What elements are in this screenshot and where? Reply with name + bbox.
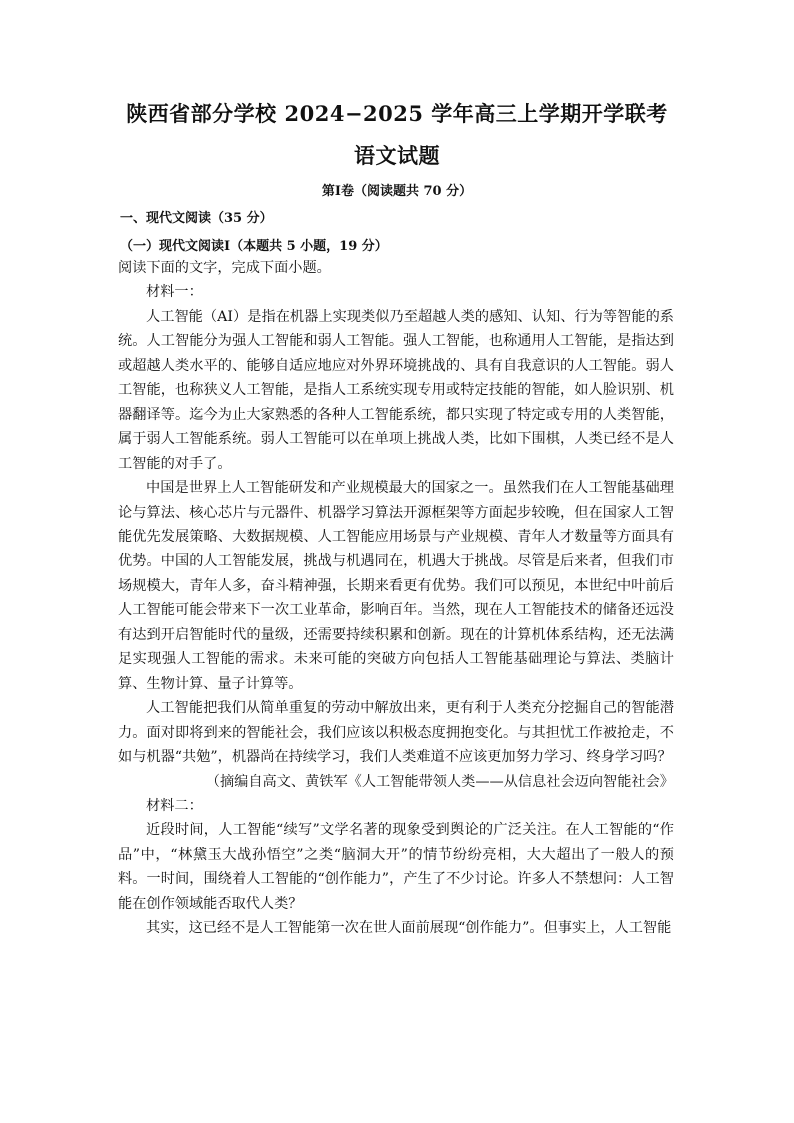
document-body [118, 256, 674, 941]
document-title: 陕西省部分学校 2024−2025 学年高三上学期开学联考 [126, 101, 668, 126]
material1-label: 材料一： [146, 284, 203, 301]
part-heading: 一、现代文阅读（35 分） [120, 211, 273, 226]
section-heading: 第Ⅰ卷（阅读题共 70 分） [321, 184, 473, 199]
part-subheading: （一）现代文阅读Ⅰ（本题共 5 小题，19 分） [120, 239, 388, 254]
material2-paragraph-1: 近段时间，人工智能“续写”文学名著的现象受到舆论的广泛关注。在人工智能的“作品”中，“林黛玉大战孙悟空”之类“脑洞大开”的情节纷纷亮相，大大超出了一般人的预料。一时间，围绕着人工智能的“创作能力”，产生了不少讨论。许多人不禁想问：人工智能在创作领域能否取代人类？ [118, 822, 674, 912]
instruction-text: 阅读下面的文字，完成下面小题。 [118, 260, 331, 276]
material1-paragraph-2: 中国是世界上人工智能研发和产业规模最大的国家之一。虽然我们在人工智能基础理论与算法、核心芯片与元器件、机器学习算法开源框架等方面起步较晚，但在国家人工智能优先发展策略、大数据规模、人工智能应用场景与产业规模、青年人才数量等方面具有优势。中国的人工智能发展，挑战与机遇同在，机遇大于挑战。尽管是后来者，但我们市场规模大，青年人多，奋斗精神强，长期来看更有优势。我们可以预见，本世纪中叶前后人工智能可能会带来下一次工业革命，影响百年。当然，现在人工智能技术的储备还远没有达到开启智能时代的量级，还需要持续积累和创新。现在的计算机体系结构，还无法满足实现强人工智能的需求。未来可能的突破方向包括人工智能基础理论与算法、类脑计算、生物计算、量子计算等。 [118, 480, 674, 692]
document-subtitle: 语文试题 [354, 143, 440, 168]
material2-paragraph-2: 其实，这已经不是人工智能第一次在世人面前展现“创作能力”。但事实上，人工智能 [146, 920, 672, 937]
material1-paragraph-1: 人工智能（AI）是指在机器上实现类似乃至超越人类的感知、认知、行为等智能的系统。人工智能分为强人工智能和弱人工智能。强人工智能，也称通用人工智能，是指达到或超越人类水平的、能够自适应地应对外界环境挑战的、具有自我意识的人工智能。弱人工智能，也称狭义人工智能，是指人工系统实现专用或特定技能的智能，如人脸识别、机器翻译等。迄今为止大家熟悉的各种人工智能系统，都只实现了特定或专用的人类智能，属于弱人工智能系统。弱人工智能可以在单项上挑战人类，比如下围棋，人类已经不是人工智能的对手了。 [118, 308, 674, 472]
material1-source: （摘编自高文、黄铁军《人工智能带领人类——从信息社会迈向智能社会》 [205, 773, 674, 790]
material2-label: 材料二： [146, 797, 203, 814]
material1-paragraph-3: 人工智能把我们从简单重复的劳动中解放出来，更有利于人类充分挖掘自己的智能潜力。面对即将到来的智能社会，我们应该以积极态度拥抱变化。与其担忧工作被抢走，不如与机器“共勉”，机器尚在持续学习，我们人类难道不应该更加努力学习、终身学习吗？ [118, 700, 674, 766]
